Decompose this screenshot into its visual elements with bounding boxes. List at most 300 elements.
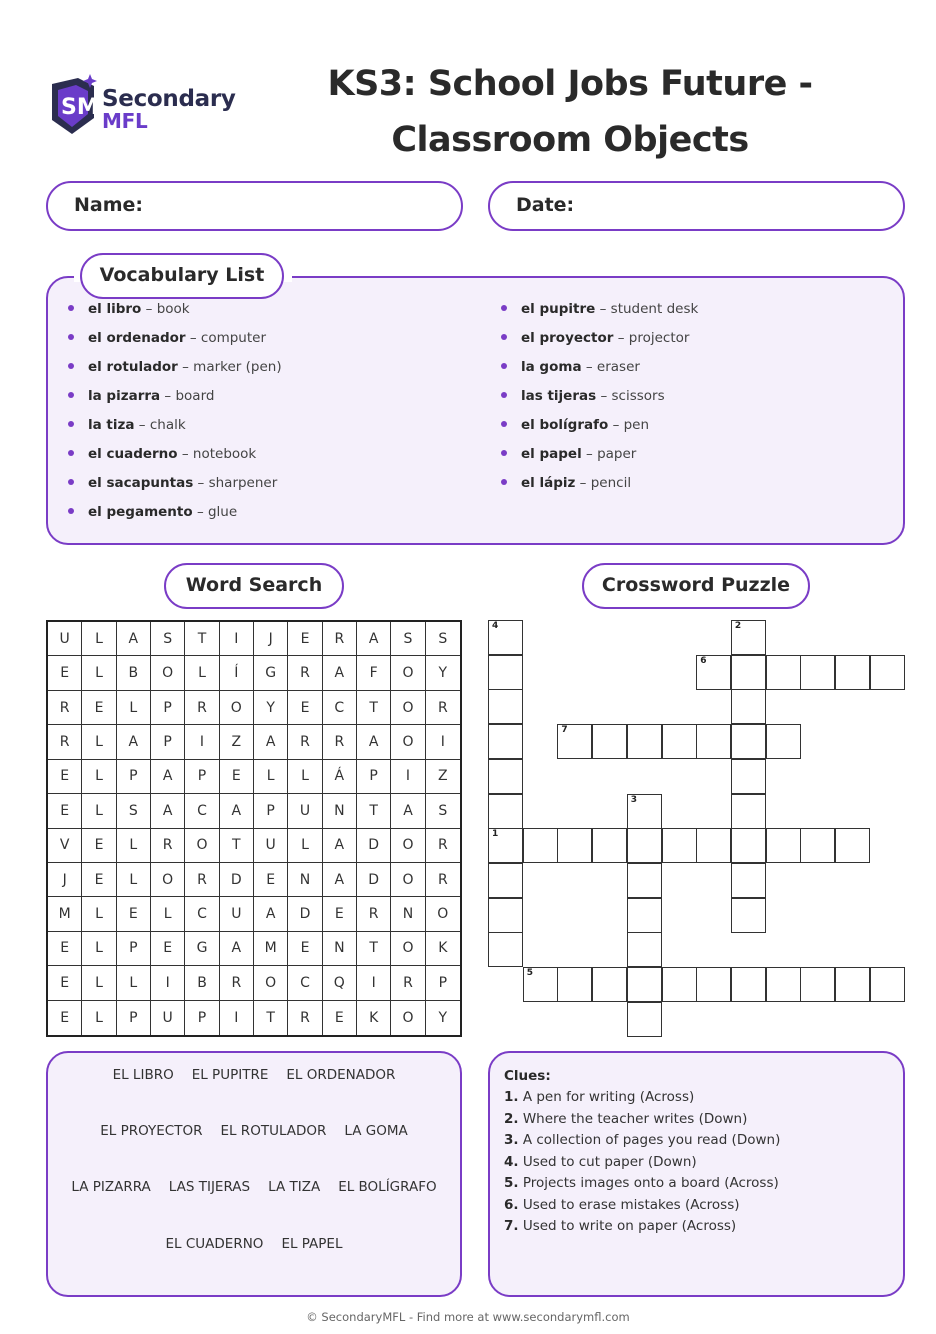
word-search-cell[interactable]: A [323,656,357,690]
word-search-cell[interactable]: R [323,725,357,759]
word-search-cell[interactable]: B [117,656,151,690]
word-search-cell[interactable]: R [288,725,322,759]
crossword-cell[interactable] [766,967,801,1002]
vocab-spanish: el lápiz [521,475,576,491]
crossword-cell[interactable] [592,828,627,863]
crossword-cell[interactable] [488,759,523,794]
vocab-item [501,327,698,356]
clue-text: A pen for writing (Across) [522,1089,695,1105]
vocab-english: board [175,388,215,404]
crossword-cell[interactable] [731,689,766,724]
vocab-item [501,414,698,443]
crossword-cell[interactable] [731,724,766,759]
word-search-cell[interactable]: E [82,829,116,863]
word-search-cell[interactable]: S [117,794,151,828]
word-search-cell[interactable]: T [220,829,254,863]
word-search-cell[interactable]: O [185,829,219,863]
vocab-english: notebook [192,446,257,462]
vocab-spanish: el cuaderno [88,446,178,462]
word-search-cell[interactable]: E [48,794,82,828]
word-bank-word: LAS TIJERAS [168,1179,251,1195]
word-search-cell[interactable]: K [357,1001,391,1035]
word-search-cell[interactable]: P [151,725,185,759]
vocab-english: marker (pen) [193,359,282,375]
clue-text: Used to cut paper (Down) [522,1153,697,1170]
word-search-cell[interactable]: U [151,1001,185,1035]
word-search-cell[interactable]: E [288,622,322,656]
word-search-cell[interactable]: O [391,691,425,725]
crossword-cell[interactable] [800,828,835,863]
word-search-cell[interactable]: O [391,829,425,863]
clue-number: 6. [504,1196,519,1213]
clue-number: 7. [504,1218,519,1234]
word-search-cell[interactable]: M [254,932,288,966]
word-search-cell[interactable]: C [185,794,219,828]
word-search-cell[interactable]: R [391,966,425,1000]
word-search-cell[interactable]: S [391,622,425,656]
word-search-cell[interactable]: Y [254,691,288,725]
vocab-spanish: el pupitre [521,301,596,317]
clue-list [504,1087,903,1238]
vocab-separator: – [145,301,153,317]
crossword-cell[interactable] [488,655,523,690]
word-search-cell[interactable]: E [220,760,254,794]
brand-name [102,88,236,132]
word-search-cell[interactable]: O [151,656,185,690]
word-search-cell[interactable]: A [357,622,391,656]
word-search-cell[interactable]: I [185,725,219,759]
vocab-separator: – [586,446,593,462]
word-search-cell[interactable]: U [254,829,288,863]
word-search-cell[interactable]: L [151,897,185,931]
word-search-cell[interactable]: L [82,897,116,931]
word-search-cell[interactable]: V [48,829,82,863]
word-search-cell[interactable]: P [185,760,219,794]
crossword-cell[interactable] [488,724,523,759]
word-search-cell[interactable]: Í [220,656,254,690]
word-search-cell[interactable]: G [185,932,219,966]
word-search-cell[interactable]: L [82,725,116,759]
crossword-cell[interactable] [835,967,870,1002]
word-search-cell[interactable]: R [288,1001,322,1035]
word-search-cell[interactable]: C [323,691,357,725]
vocab-spanish: la tiza [88,417,135,433]
crossword-cell[interactable] [557,828,592,863]
word-search-cell[interactable]: R [426,829,460,863]
word-search-cell[interactable]: R [48,691,82,725]
vocab-separator: – [181,446,189,462]
word-bank [46,1051,462,1297]
word-search-cell[interactable]: I [357,966,391,1000]
clue-number: 5. [504,1175,519,1191]
vocab-separator: – [579,475,587,491]
word-search-cell[interactable]: Á [323,760,357,794]
crossword-cell[interactable] [488,863,523,898]
word-bank-word: EL PUPITRE [191,1067,269,1083]
date-field[interactable] [488,181,905,231]
crossword-cell[interactable] [662,828,697,863]
word-search-cell[interactable]: O [254,966,288,1000]
word-search-cell[interactable]: O [220,691,254,725]
word-search-cell[interactable]: P [254,794,288,828]
crossword-number: 3 [630,794,638,805]
crossword-cell[interactable] [488,794,523,829]
word-search-cell[interactable]: E [117,897,151,931]
word-search-cell[interactable]: E [323,897,357,931]
vocab-english: book [156,301,190,317]
word-bank-word: EL ROTULADOR [220,1123,327,1139]
crossword-cell[interactable] [731,967,766,1002]
vocab-english: sharpener [208,475,278,491]
clue-item [504,1109,903,1131]
crossword-cell[interactable] [627,724,662,759]
crossword-cell[interactable] [627,828,662,863]
word-search-cell[interactable]: E [48,932,82,966]
word-bank-word: EL PAPEL [281,1236,343,1252]
vocab-spanish: el papel [521,446,582,462]
crossword-cell[interactable] [488,828,523,863]
word-search-cell[interactable]: S [426,794,460,828]
vocabulary-heading: Vocabulary List [80,253,284,299]
vocab-spanish: el bolígrafo [521,417,609,433]
title-line2: Classroom Objects [391,120,749,160]
word-search-cell[interactable]: A [151,760,185,794]
page-title [290,56,850,168]
word-search-cell[interactable]: Y [438,1009,448,1026]
word-search-cell[interactable]: O [391,725,425,759]
word-search-cell[interactable]: U [288,794,322,828]
word-search-cell[interactable]: R [185,691,219,725]
word-search-cell[interactable]: N [323,794,357,828]
vocab-separator: – [138,417,146,433]
word-search-cell[interactable]: A [357,725,391,759]
word-search-cell[interactable]: L [82,1001,116,1035]
word-search-cell[interactable]: E [288,691,322,725]
word-search-cell[interactable]: O [391,656,425,690]
crossword-cell[interactable] [592,967,627,1002]
crossword-cell[interactable] [627,967,662,1002]
vocab-separator: – [196,504,204,520]
vocab-separator: – [617,330,625,346]
word-search-cell[interactable]: A [323,863,357,897]
word-search-cell[interactable]: T [185,622,219,656]
word-search-grid [46,620,462,1037]
word-search-cell[interactable]: L [117,691,151,725]
word-search-cell[interactable]: E [323,1001,357,1035]
vocab-english: computer [200,330,267,346]
vocab-item [68,385,282,414]
crossword-cell[interactable] [800,655,835,690]
crossword-cell[interactable] [731,898,766,933]
clue-item [504,1087,903,1109]
word-search-cell[interactable]: L [185,656,219,690]
crossword-cell[interactable] [835,828,870,863]
vocab-separator: – [164,388,172,404]
word-search-cell[interactable]: K [426,932,460,966]
word-search-cell[interactable]: E [288,932,322,966]
word-search-cell[interactable]: G [254,656,288,690]
crossword-cell[interactable] [557,724,592,759]
word-search-cell[interactable]: L [82,760,116,794]
crossword-cell[interactable] [592,724,627,759]
crossword-cell[interactable] [731,620,766,655]
word-search-cell[interactable]: Y [426,656,460,690]
word-search-cell[interactable]: E [48,760,82,794]
vocab-separator: – [600,388,608,404]
word-search-cell[interactable]: A [323,829,357,863]
word-search-cell[interactable]: E [151,932,185,966]
word-search-cell[interactable]: P [117,760,151,794]
word-search-cell[interactable]: E [48,966,82,1000]
word-bank-row [48,1067,460,1083]
word-search-cell[interactable]: R [323,622,357,656]
crossword-number: 7 [561,725,568,736]
word-search-cell[interactable]: L [82,932,116,966]
clue-text: Used to write on paper (Across) [522,1218,737,1234]
word-bank-row [48,1236,460,1252]
crossword-cell[interactable] [488,932,523,967]
word-search-cell[interactable]: L [288,829,322,863]
crossword-number: 2 [734,621,742,631]
word-search-cell[interactable]: D [357,829,391,863]
word-search-cell[interactable]: P [117,932,151,966]
vocab-item [68,356,282,385]
clue-number: 1. [504,1089,519,1105]
crossword-cell[interactable] [523,828,558,863]
word-search-cell[interactable]: O [391,1001,425,1035]
word-search-cell[interactable]: J [48,863,82,897]
svg-text:SM: SM [61,95,99,120]
title-line1: KS3: School Jobs Future - [327,64,813,104]
word-search-cell[interactable]: L [82,794,116,828]
crossword-number: 1 [492,829,499,840]
crossword-cell[interactable] [731,759,766,794]
crossword-cell[interactable] [696,967,731,1002]
crossword-cell[interactable] [731,828,766,863]
crossword-cell[interactable] [870,655,905,690]
crossword-cell[interactable] [627,794,662,829]
crossword-number: 6 [700,655,707,666]
word-search-cell[interactable]: E [254,863,288,897]
word-search-cell[interactable]: A [254,897,288,931]
vocab-english: scissors [611,388,665,404]
vocab-separator: – [585,359,593,375]
word-search-cell[interactable]: O [151,863,185,897]
word-search-cell[interactable]: N [323,932,357,966]
word-search-cell[interactable]: P [117,1001,151,1035]
clues-title: Clues: [504,1068,551,1084]
word-search-cell[interactable]: T [357,794,391,828]
word-search-cell[interactable]: P [151,691,185,725]
word-search-cell[interactable]: D [220,863,254,897]
word-bank-row [48,1179,460,1195]
clue-text: A collection of pages you read (Down) [522,1132,781,1148]
word-search-cell[interactable]: L [117,829,151,863]
word-search-cell[interactable]: D [357,863,391,897]
word-search-cell[interactable]: U [220,897,254,931]
word-search-cell[interactable]: O [391,932,425,966]
clue-text: Where the teacher writes (Down) [522,1110,748,1127]
word-search-cell[interactable]: O [426,897,460,931]
clue-number: 2. [504,1110,519,1127]
word-search-cell[interactable]: R [220,966,254,1000]
crossword-cell[interactable] [627,1002,662,1037]
vocab-spanish: la pizarra [88,388,161,404]
vocab-item [501,385,698,414]
word-search-cell[interactable]: Z [220,725,254,759]
word-search-cell[interactable]: U [48,622,82,656]
word-search-cell[interactable]: E [48,1001,82,1035]
crossword-cell[interactable] [731,655,766,690]
word-bank-word: EL BOLÍGRAFO [338,1179,437,1195]
name-field[interactable] [46,181,463,231]
word-search-cell[interactable]: I [426,725,460,759]
word-search-cell[interactable]: A [391,794,425,828]
crossword-heading: Crossword Puzzle [582,563,810,609]
crossword-cell[interactable] [731,794,766,829]
word-search-cell[interactable]: C [185,897,219,931]
word-bank-row [48,1123,460,1139]
word-bank-word: EL ORDENADOR [286,1067,396,1083]
word-search-cell[interactable]: Z [426,760,460,794]
crossword-cell[interactable] [696,655,731,690]
word-search-cell[interactable]: A [220,932,254,966]
word-search-cell[interactable]: L [82,966,116,1000]
word-search-cell[interactable]: T [357,691,391,725]
word-search-cell[interactable]: R [426,691,460,725]
crossword-cell[interactable] [800,967,835,1002]
vocab-english: projector [628,330,690,346]
crossword-cell[interactable] [696,724,731,759]
vocab-spanish: el sacapuntas [88,475,194,491]
word-search-cell[interactable]: T [254,1001,288,1035]
word-search-cell[interactable]: E [48,656,82,690]
word-search-cell[interactable]: N [288,863,322,897]
word-search-cell[interactable]: C [288,966,322,1000]
word-search-cell[interactable]: L [117,966,151,1000]
word-search-cell[interactable]: L [82,622,116,656]
crossword-cell[interactable] [488,898,523,933]
vocab-separator: – [197,475,205,491]
brand-line2: MFL [102,109,148,133]
clues-panel [488,1051,905,1297]
clue-item [504,1130,903,1152]
word-search-cell[interactable]: D [288,897,322,931]
word-search-cell[interactable]: A [220,794,254,828]
clue-item [504,1195,903,1217]
crossword-cell[interactable] [766,724,801,759]
word-search-cell[interactable]: R [288,656,322,690]
word-search-heading: Word Search [164,563,344,609]
word-search-cell[interactable]: R [48,725,82,759]
word-search-cell[interactable]: P [185,1001,219,1035]
date-label: Date: [516,194,575,216]
crossword-cell[interactable] [766,655,801,690]
crossword-number: 5 [526,968,533,978]
clue-item [504,1152,903,1174]
vocab-separator: – [182,359,189,375]
word-search-cell[interactable]: L [82,656,116,690]
word-search-cell[interactable]: R [151,829,185,863]
crossword-cell[interactable] [835,655,870,690]
word-search-cell[interactable]: R [426,863,460,897]
word-search-cell[interactable]: T [357,932,391,966]
vocabulary-list-right [501,298,698,501]
word-bank-word: LA TIZA [268,1179,321,1195]
word-search-cell[interactable]: E [82,691,116,725]
crossword-cell[interactable] [627,932,662,967]
word-search-cell[interactable]: P [426,966,460,1000]
word-search-cell[interactable]: S [426,622,460,656]
vocab-item [68,501,282,530]
crossword-cell[interactable] [488,620,523,655]
word-bank-word: LA GOMA [344,1123,408,1139]
word-search-cell[interactable]: L [117,863,151,897]
vocab-spanish: el libro [88,301,142,317]
crossword-cell[interactable] [731,863,766,898]
word-search-cell[interactable]: B [185,966,219,1000]
crossword-cell[interactable] [766,828,801,863]
crossword-cell[interactable] [557,967,592,1002]
word-bank-word: EL CUADERNO [165,1236,264,1252]
word-search-cell[interactable]: I [220,1001,254,1035]
vocab-english: eraser [596,359,640,375]
word-search-cell[interactable]: A [254,725,288,759]
vocab-separator: – [599,301,607,317]
word-search-cell[interactable]: O [391,863,425,897]
crossword-cell[interactable] [662,724,697,759]
vocab-spanish: las tijeras [521,388,597,404]
crossword-cell[interactable] [627,898,662,933]
word-search-cell[interactable]: A [151,794,185,828]
word-search-cell[interactable]: I [151,966,185,1000]
vocab-item [68,472,282,501]
word-search-cell[interactable]: I [391,760,425,794]
vocab-english: paper [597,446,637,462]
crossword-cell[interactable] [523,967,558,1002]
word-search-cell[interactable]: P [357,760,391,794]
word-search-cell[interactable]: N [391,897,425,931]
vocab-item [501,356,698,385]
clue-item [504,1216,903,1238]
word-search-cell[interactable]: L [288,760,322,794]
crossword-cell[interactable] [662,967,697,1002]
word-search-cell[interactable]: A [117,725,151,759]
word-search-cell[interactable]: E [82,863,116,897]
word-search-cell[interactable]: L [254,760,288,794]
crossword-cell[interactable] [627,863,662,898]
word-search-cell[interactable]: J [254,622,288,656]
vocab-item [68,414,282,443]
word-search-cell[interactable]: Q [323,966,357,1000]
vocab-separator: – [612,417,620,433]
vocabulary-list-left [68,298,282,530]
word-search-cell[interactable]: R [357,897,391,931]
word-search-cell[interactable]: I [220,622,254,656]
crossword-cell[interactable] [488,689,523,724]
word-search-cell[interactable]: M [48,897,82,931]
word-search-cell[interactable]: F [357,656,391,690]
word-search-cell[interactable]: S [151,622,185,656]
vocab-item [68,327,282,356]
crossword-cell[interactable] [696,828,731,863]
word-bank-word: EL PROYECTOR [100,1123,203,1139]
word-search-cell[interactable]: R [185,863,219,897]
crossword-cell[interactable] [870,967,905,1002]
crossword-number: 4 [492,621,499,631]
clue-number: 4. [504,1153,519,1170]
word-search-cell[interactable]: A [117,622,151,656]
